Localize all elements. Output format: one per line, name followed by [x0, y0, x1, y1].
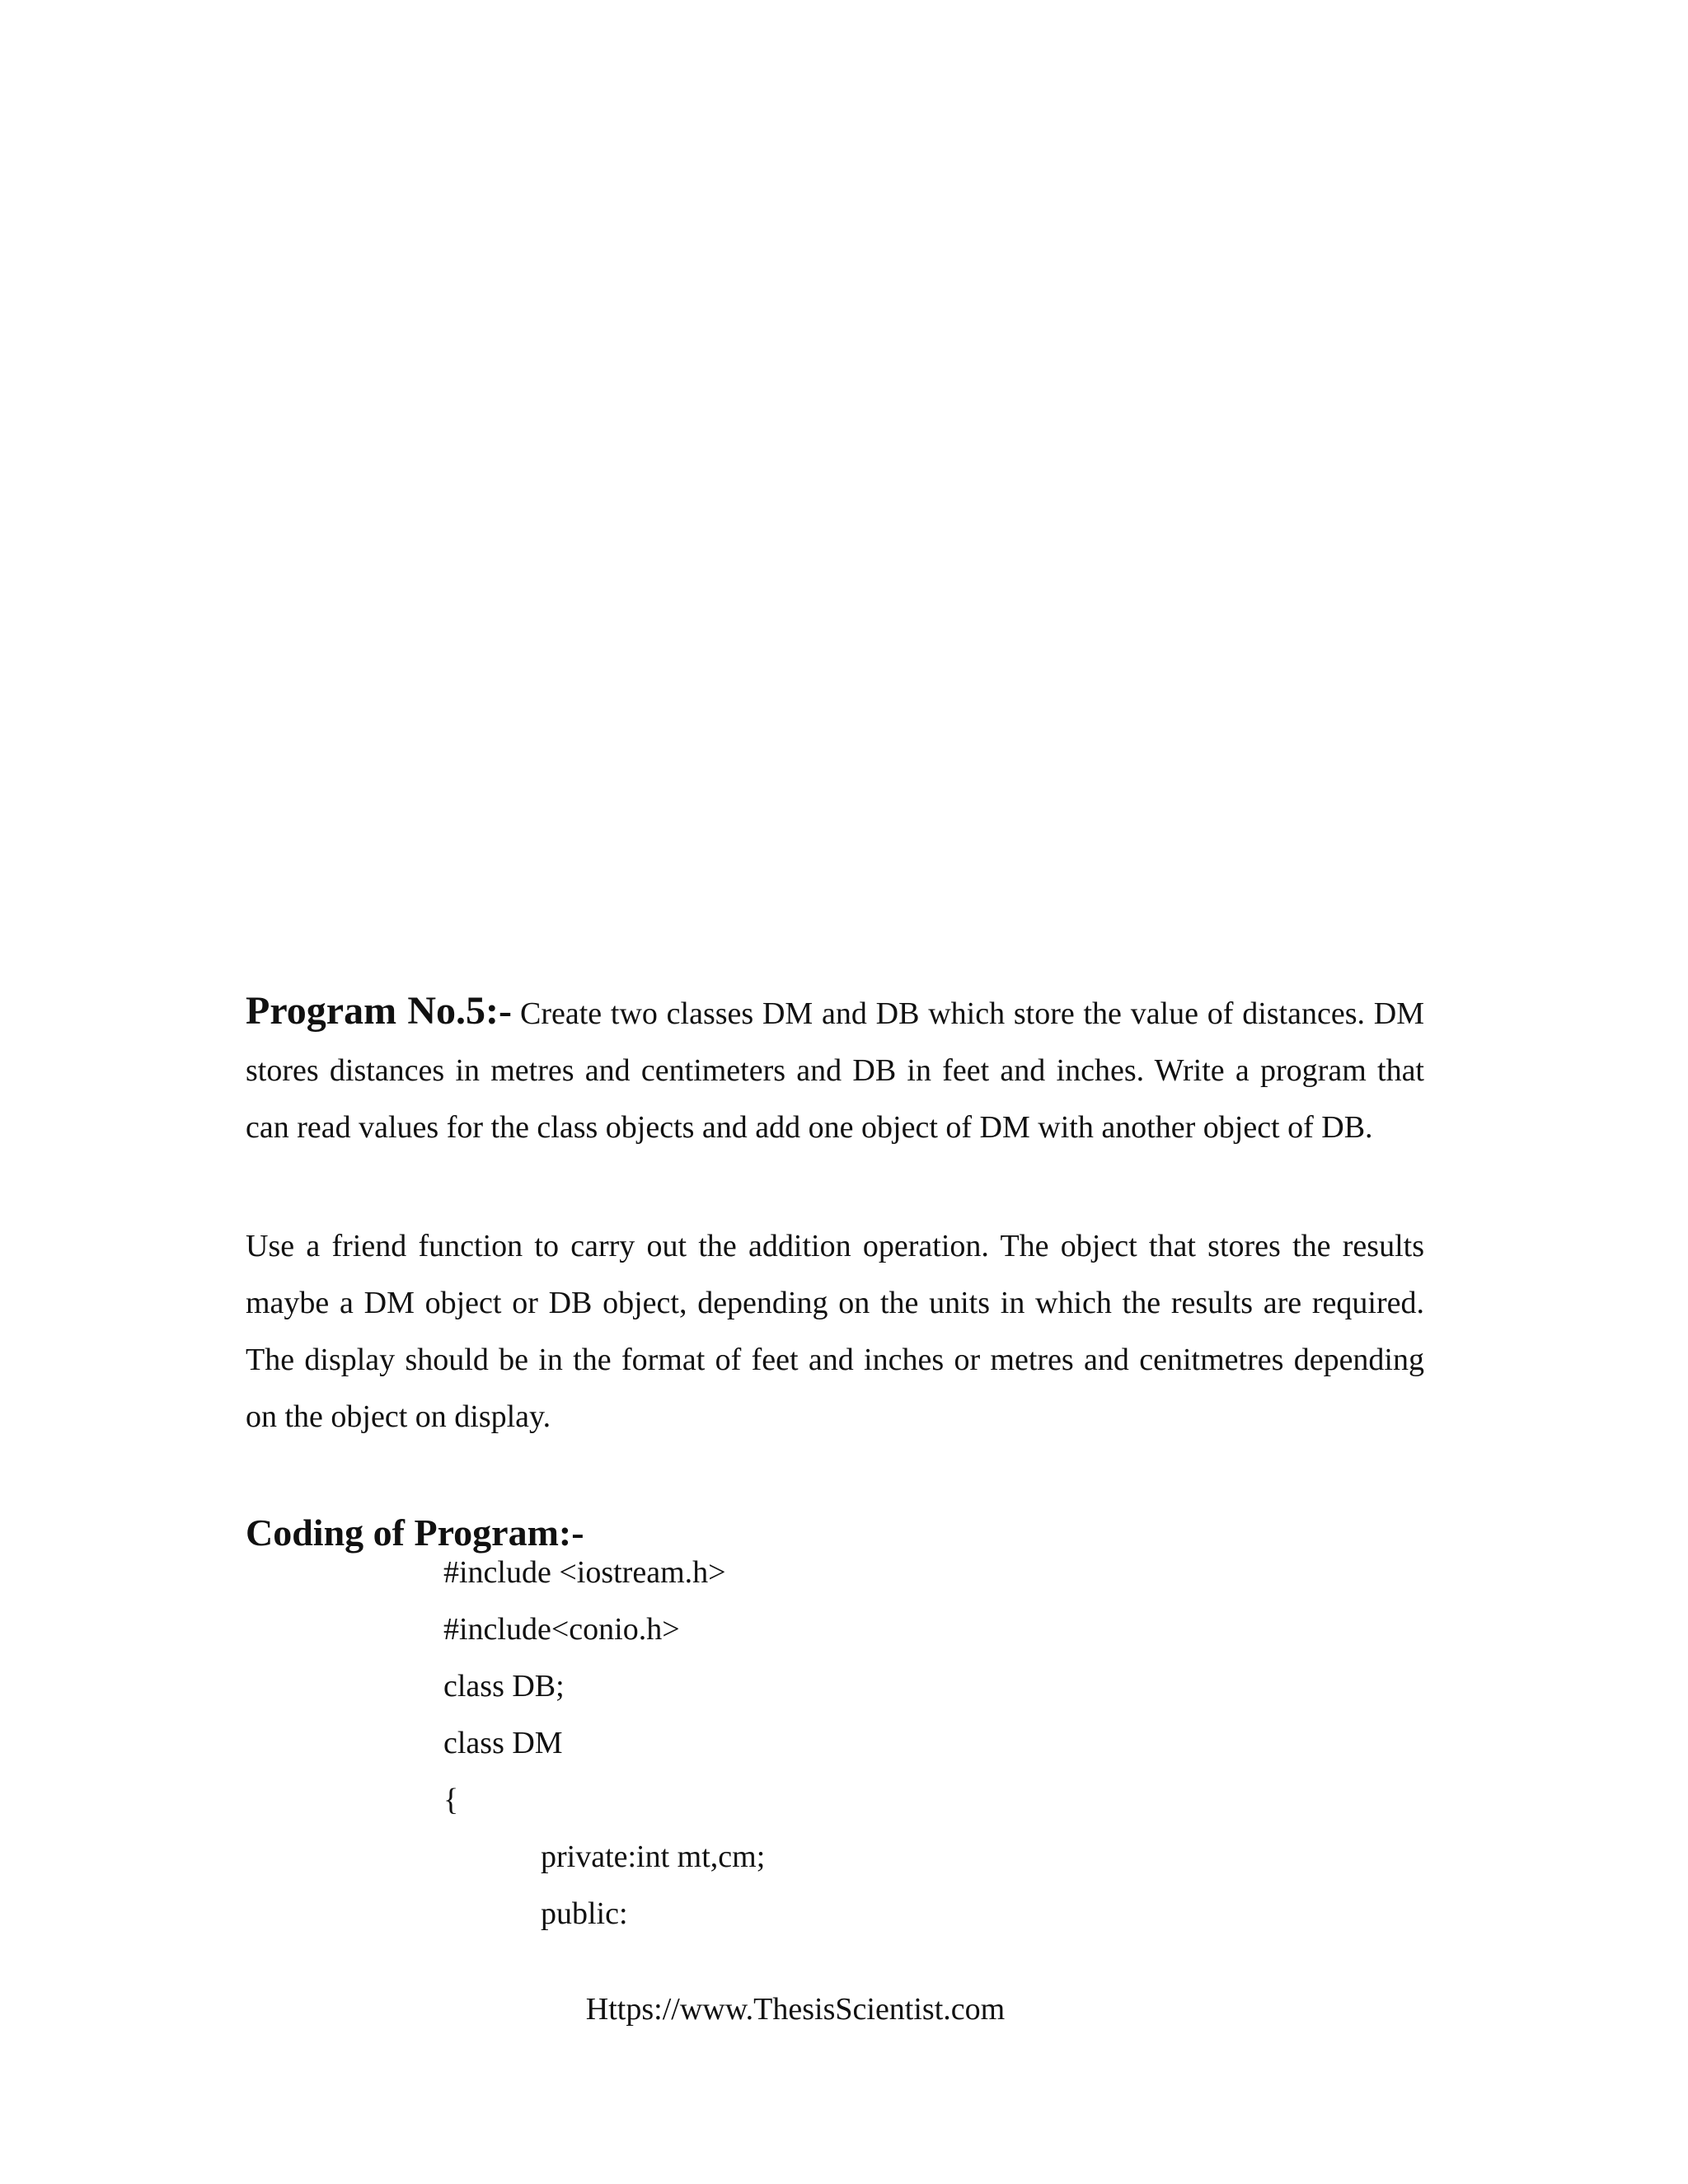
code-line: { [443, 1783, 459, 1817]
program-title: Program No.5:- [246, 989, 512, 1033]
code-line: private:int mt,cm; [541, 1840, 766, 1874]
code-line: #include <iostream.h> [443, 1555, 726, 1590]
code-block [443, 1544, 765, 1943]
code-line: #include<conio.h> [443, 1612, 680, 1647]
problem-statement [246, 982, 1424, 1156]
problem-paragraph-2: Use a friend function to carry out the addition operation. The object that stores the results maybe a DM object or DB object, depending on the units in which the results are required. The display should be in the format of feet and inches or metres and cenitmetres depending on the object on display. [246, 1229, 1424, 1434]
code-line: class DM [443, 1726, 563, 1760]
coding-heading: Coding of Program:- [246, 1511, 584, 1554]
code-line: class DB; [443, 1669, 565, 1704]
problem-paragraph-1: Create two classes DM and DB which store the value of distances. DM stores distances in metres and centimeters and DB in feet and inches. Write a program that can read values for the class objects and add one object of DM with another object of DB. [246, 996, 1424, 1145]
code-line: public: [541, 1896, 628, 1931]
footer-url: Https://www.ThesisScientist.com [585, 1992, 1006, 2027]
